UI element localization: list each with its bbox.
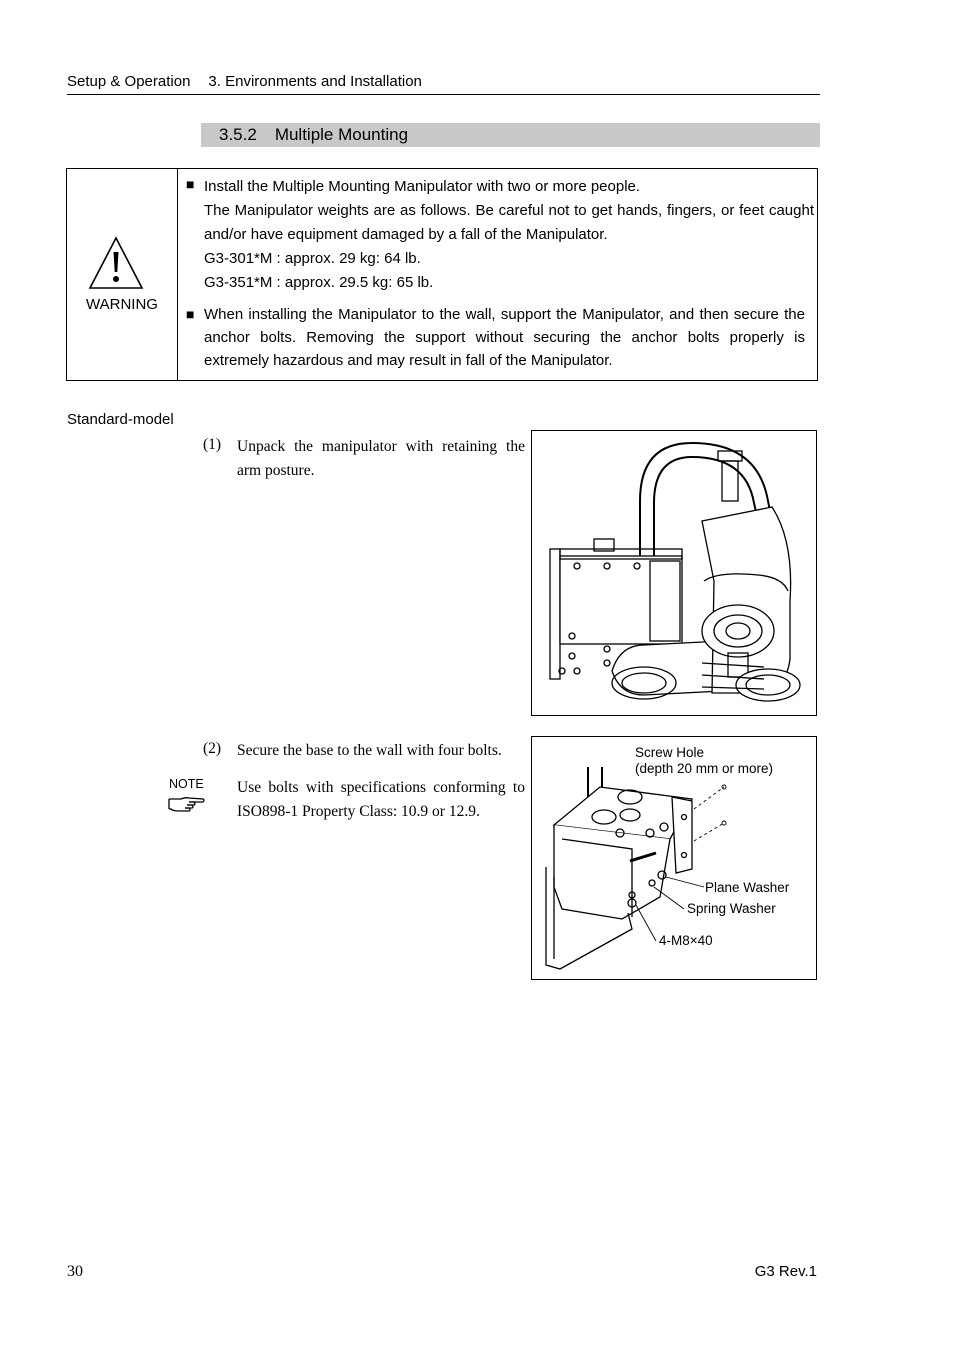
doc-revision: G3 Rev.1 [754, 1263, 817, 1280]
warning-item-1-line-3: G3-301*M : approx. 29 kg: 64 lb. [204, 250, 421, 267]
step-1-text: Unpack the manipulator with retaining the arm posture. [237, 438, 525, 479]
step-2-number: (2) [203, 740, 222, 757]
standard-model-label: Standard-model [67, 411, 174, 428]
header-rule [67, 94, 820, 95]
warning-item-1-line-1: Install the Multiple Mounting Manipulator with two or more people. [204, 178, 641, 195]
note-text: Use bolts with specifications conforming to ISO898-1 Property Class: 10.9 or 12.9. [237, 779, 525, 820]
label-bolt-spec: 4-M8×40 [659, 933, 713, 948]
section-number: 3.5.2 [219, 125, 257, 144]
step-2-text: Secure the base to the wall with four bolts. [237, 742, 502, 759]
label-screw-hole: Screw Hole [635, 745, 705, 760]
bullet-square-icon: ■ [186, 176, 195, 192]
label-plane-washer: Plane Washer [705, 880, 790, 895]
warning-item-2: When installing the Manipulator to the wall, support the Manipulator, and then secure the anchor bolts. Removing the support without securing the anchor bolts properly is extremely hazardous and may result in fall of the Manipulator. [204, 306, 805, 369]
figure-wall-mounting [531, 736, 817, 980]
warning-label: WARNING [86, 296, 158, 313]
manipulator-illustration [532, 431, 816, 715]
section-title: Multiple Mounting [274, 125, 409, 144]
bullet-square-icon: ■ [186, 306, 195, 322]
step-1-number: (1) [203, 436, 222, 453]
header-chapter: 3. Environments and Installation [208, 73, 422, 90]
figure-manipulator [531, 430, 817, 716]
warning-item-1-line-4: G3-351*M : approx. 29.5 kg: 65 lb. [204, 274, 434, 291]
section-heading [201, 123, 820, 147]
warning-divider [177, 168, 178, 381]
warning-item-1 [204, 175, 814, 295]
warning-item-1-line-2: The Manipulator weights are as follows. Be careful not to get hands, fingers, or feet caught and/or have equipment damaged by a fall of the Manipulator. [204, 202, 814, 243]
page-header [67, 73, 820, 90]
warning-triangle-icon [88, 236, 144, 290]
page-number: 30 [67, 1263, 83, 1280]
note-label: NOTE [169, 777, 204, 791]
header-part: Setup & Operation [67, 73, 191, 90]
label-screw-hole-depth: (depth 20 mm or more) [635, 761, 774, 776]
pointing-hand-icon [167, 793, 207, 815]
label-spring-washer: Spring Washer [687, 901, 776, 916]
